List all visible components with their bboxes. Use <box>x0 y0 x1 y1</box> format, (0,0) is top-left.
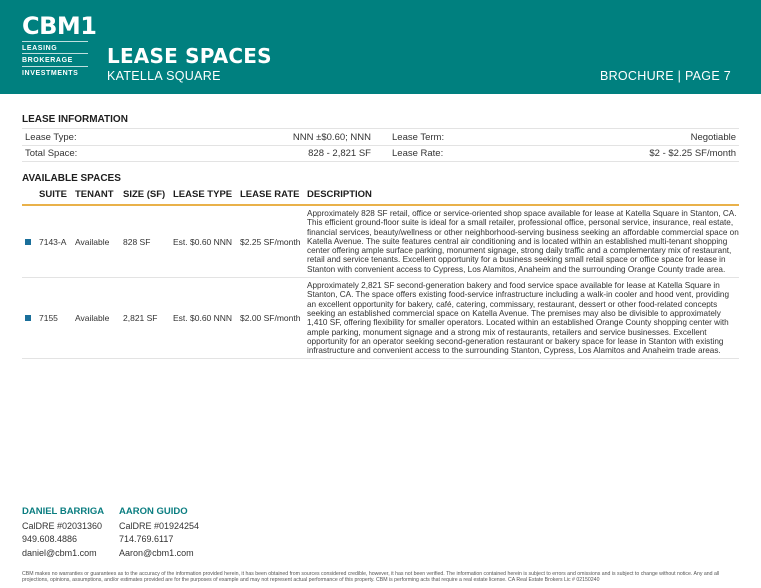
total-space-value: 828 - 2,821 SF <box>308 148 371 159</box>
contact-phone[interactable]: 949.608.4886 <box>22 534 78 544</box>
contact-phone[interactable]: 714.769.6117 <box>119 534 174 544</box>
tenant-column-header: TENANT <box>72 187 120 205</box>
available-spaces-table <box>22 187 739 359</box>
legal-disclaimer: CBM makes no warranties or guarantees as to the accuracy of the information provided herein, it has been obtained from sources considered credible, however, it has not been verified. The information contained herein is subject to errors and omissions and is subject to change without notice. Any and all projections, opinions, assumptions, and/or estimates provided are for the purposes of example and may not represent actual performance of this property. CBM is performing acts that require a real estate license. CA Real Estate Brokers Lic # 02150240 <box>22 571 720 584</box>
lease-info-row <box>22 128 739 145</box>
size-cell: 2,821 SF <box>120 278 170 359</box>
lease-type-cell: Est. $0.60 NNN <box>170 205 237 278</box>
cbm1-logo <box>22 12 97 80</box>
suite-cell: 7143-A <box>36 205 72 278</box>
lease-rate-cell <box>389 148 739 159</box>
lease-rate-label: Lease Rate: <box>392 148 444 159</box>
lease-type-column-header: LEASE TYPE <box>170 187 237 205</box>
logo-line-investments: INVESTMENTS <box>22 70 79 77</box>
lease-rate-value: $2 - $2.25 SF/month <box>649 148 736 159</box>
suite-cell: 7155 <box>36 278 72 359</box>
tenant-cell: Available <box>72 278 120 359</box>
lease-rate-cell: $2.00 SF/month <box>237 278 304 359</box>
lease-term-value: Negotiable <box>690 131 736 143</box>
contact-card <box>119 505 216 560</box>
table-row <box>22 278 739 359</box>
square-bullet-icon <box>25 315 31 321</box>
page-header <box>0 0 761 94</box>
contact-card <box>22 505 119 560</box>
tenant-cell: Available <box>72 205 120 278</box>
lease-type-cell: Est. $0.60 NNN <box>170 278 237 359</box>
total-space-cell <box>22 148 374 159</box>
square-bullet-icon <box>25 239 31 245</box>
lease-type-label: Lease Type: <box>25 131 77 143</box>
contact-license: CalDRE #02031360 <box>22 520 103 531</box>
logo-line-brokerage: BROKERAGE <box>22 54 88 67</box>
lease-type-value: NNN ±$0.60; NNN <box>292 131 371 143</box>
total-space-label: Total Space: <box>25 148 78 159</box>
marker-column-header <box>22 187 36 205</box>
description-column-header: DESCRIPTION <box>304 187 739 205</box>
description-cell: Approximately 2,821 SF second-generation bakery and food service space available for lease at Katella Square in Stanton, CA. The space offers existing food-service infrastructure including a walk-in cooler and hood vent, providing an excellent opportunity for bakery, café, catering, commissary, restaurant, dessert or other food-related concepts seeking an established commercial space on Katella Avenue. The premises may also be divisible to approximately 1,410 SF, offering flexibility for smaller operators. Located within an established Orange County shopping center with ample parking, monument signage and a strong mix of restaurants, retailers and service businesses. Excellent opportunity for an operator seeking second-generation restaurant or bakery space for lease in Stanton with existing infrastructure and convenient access to the surrounding Stanton, Cypress, Los Alamitos and Anaheim trade areas. <box>304 278 739 359</box>
row-marker-cell <box>22 205 36 278</box>
size-cell: 828 SF <box>120 205 170 278</box>
contact-email[interactable]: Aaron@cbm1.com <box>119 547 194 558</box>
lease-info-row <box>22 145 739 162</box>
lease-rate-cell: $2.25 SF/month <box>237 205 304 278</box>
page-title: LEASE SPACES <box>107 44 272 68</box>
size-column-header: SIZE (SF) <box>120 187 170 205</box>
lease-term-label: Lease Term: <box>392 131 445 143</box>
suite-column-header: SUITE <box>36 187 72 205</box>
table-row <box>22 205 739 278</box>
logo-mark: CBM1 <box>22 12 97 40</box>
page-number: BROCHURE | PAGE 7 <box>599 69 731 83</box>
description-cell: Approximately 828 SF retail, office or service-oriented shop space available for lease at Katella Square in Stanton, CA. This efficient ground-floor suite is ideal for a small retailer, professional office, personal service, insurance, real estate, financial services, beauty/wellness or other neighborhood-serving business seeking an affordable commercial space on Katella Avenue. The suite features central air conditioning and is located within an established multi-tenant shopping center offering ample surface parking, monument signage, strong daily traffic and a complementary mix of restaurant, retail and service tenants. Excellent opportunity for a business seeking small retail space or office space for lease in Stanton with convenient access to Cypress, Los Alamitos, Anaheim and the surrounding Orange County trade area. <box>304 205 739 278</box>
lease-rate-column-header: LEASE RATE <box>237 187 304 205</box>
contact-email[interactable]: daniel@cbm1.com <box>22 547 97 558</box>
page-subtitle: KATELLA SQUARE <box>107 69 221 83</box>
contact-license: CalDRE #01924254 <box>119 520 200 531</box>
lease-info-table <box>22 128 739 162</box>
contacts <box>22 505 216 560</box>
available-spaces-heading: AVAILABLE SPACES <box>22 173 121 184</box>
row-marker-cell <box>22 278 36 359</box>
contact-name: AARON GUIDO <box>119 506 188 517</box>
logo-line-leasing: LEASING <box>22 41 88 54</box>
table-header-row <box>22 187 739 205</box>
lease-term-cell <box>389 132 739 143</box>
contact-name: DANIEL BARRIGA <box>22 506 105 517</box>
lease-info-heading: LEASE INFORMATION <box>22 114 128 125</box>
lease-type-cell <box>22 132 374 143</box>
